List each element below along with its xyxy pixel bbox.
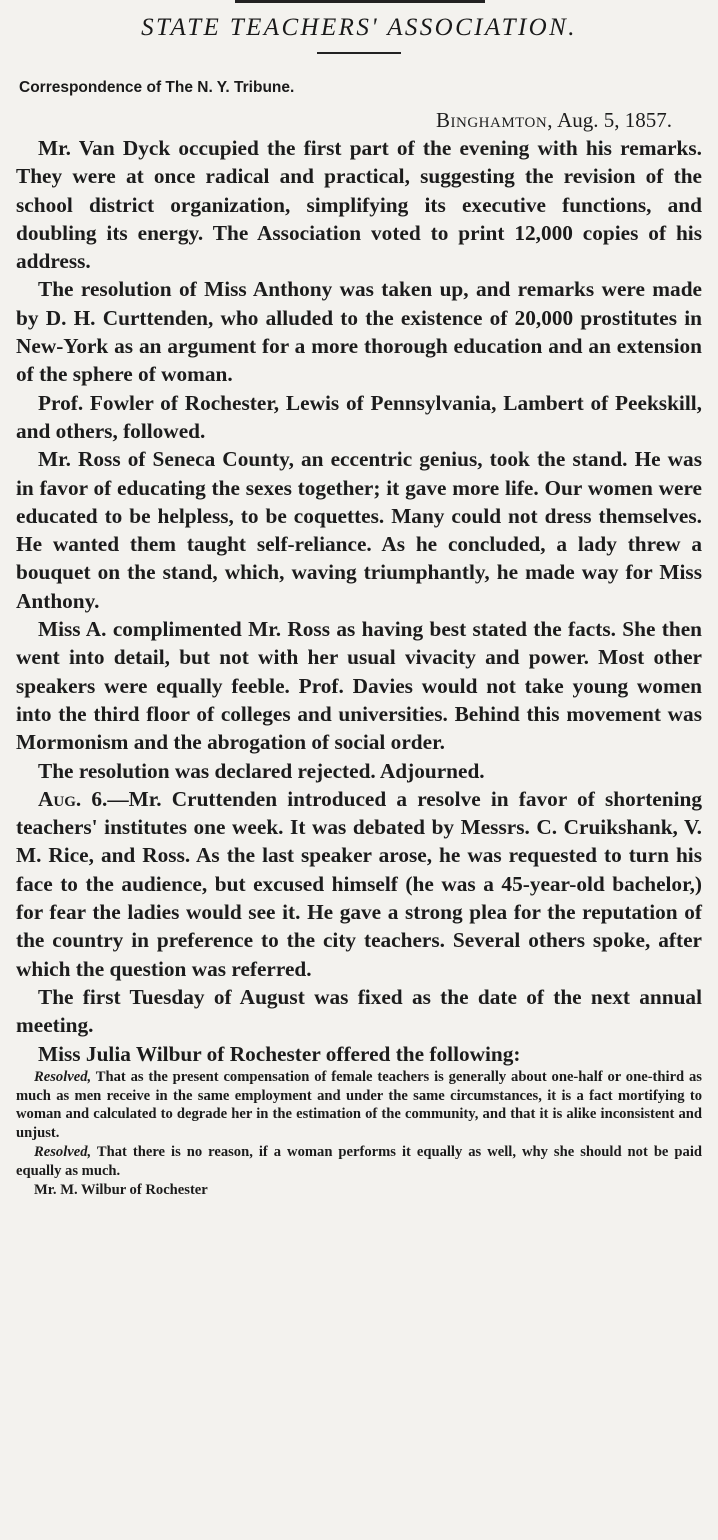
resolution-text: That there is no reason, if a woman performs it equally as well, why she should not be paid equally as much. [16, 1143, 702, 1179]
paragraph: The first Tuesday of August was fixed as the date of the next annual meeting. [16, 984, 702, 1038]
paragraph: Prof. Fowler of Rochester, Lewis of Pennsylvania, Lambert of Peekskill, and others, followed. [16, 390, 702, 443]
paragraph: Miss Julia Wilbur of Rochester offered the following: [38, 1041, 521, 1066]
paragraph: Mr. Van Dyck occupied the first part of the evening with his remarks. They were at once radical and practical, suggesting the revision of the school district organization, simplifying its executive functions, and doubling its energy. The Association voted to print 12,000 copies of his address. [16, 136, 702, 274]
top-rule [235, 0, 485, 3]
correspondence-line: Correspondence of The N. Y. Tribune. [19, 79, 295, 96]
paragraph: The resolution of Miss Anthony was taken up, and remarks were made by D. H. Curttenden, who alluded to the existence of 20,000 prostitutes in New-York as an argument for a more thorough education and an extension of the sphere of woman. [16, 277, 702, 387]
dateline-place: Binghamton, [436, 108, 553, 132]
article-body [16, 134, 702, 1068]
aug-6-label: Aug. 6. [38, 786, 108, 811]
paragraph: Mr. Ross of Seneca County, an eccentric genius, took the stand. He was in favor of educating the sexes together; it gave more life. Our women were educated to be helpless, to be coquettes. Many could not dress themselves. He wanted them taught self-reliance. As he concluded, a lady threw a bouquet on the stand, which, waving triumphantly, he made way for Miss Anthony. [16, 447, 702, 613]
paragraph-aug-6 [16, 785, 702, 983]
dateline [16, 106, 702, 134]
paragraph: The resolution was declared rejected. Adjourned. [38, 758, 485, 783]
resolution [16, 1068, 702, 1143]
resolution-text: That as the present compensation of female teachers is generally about one-half or one-third as much as men receive in the same employment and under the same circumstances, it is a fact mortifying to woman and calculated to degrade her in the estimation of the community, and that it is alike inconsistent and unjust. [16, 1068, 702, 1142]
paragraph: Miss A. complimented Mr. Ross as having best stated the facts. She then went into detail, but not with her usual vivacity and power. Most other speakers were equally feeble. Prof. Davies would not take young women into the third floor of colleges and universities. Behind this movement was Mormonism and the abrogation of social order. [16, 617, 702, 755]
dateline-date: Aug. 5, 1857. [557, 108, 672, 132]
resolutions [16, 1068, 702, 1198]
headline-rule [317, 52, 401, 54]
aug-6-text: —Mr. Cruttenden introduced a resolve in favor of shortening teachers' institutes one week. It was debated by Messrs. C. Cruikshank, V. M. Rice, and Ross. As the last speaker arose, he was requested to turn his face to the audience, but excused himself (he was a 45-year-old bachelor,) for fear the ladies would see it. He gave a strong plea for the reputation of the country in preference to the city teachers. Several others spoke, after which the question was referred. [16, 786, 702, 981]
resolved-keyword: Resolved, [34, 1068, 92, 1085]
cut-off-line: Mr. M. Wilbur of Rochester [34, 1181, 208, 1198]
headline: STATE TEACHERS' ASSOCIATION. [141, 14, 577, 41]
resolved-keyword: Resolved, [34, 1143, 92, 1160]
resolution [16, 1143, 702, 1181]
